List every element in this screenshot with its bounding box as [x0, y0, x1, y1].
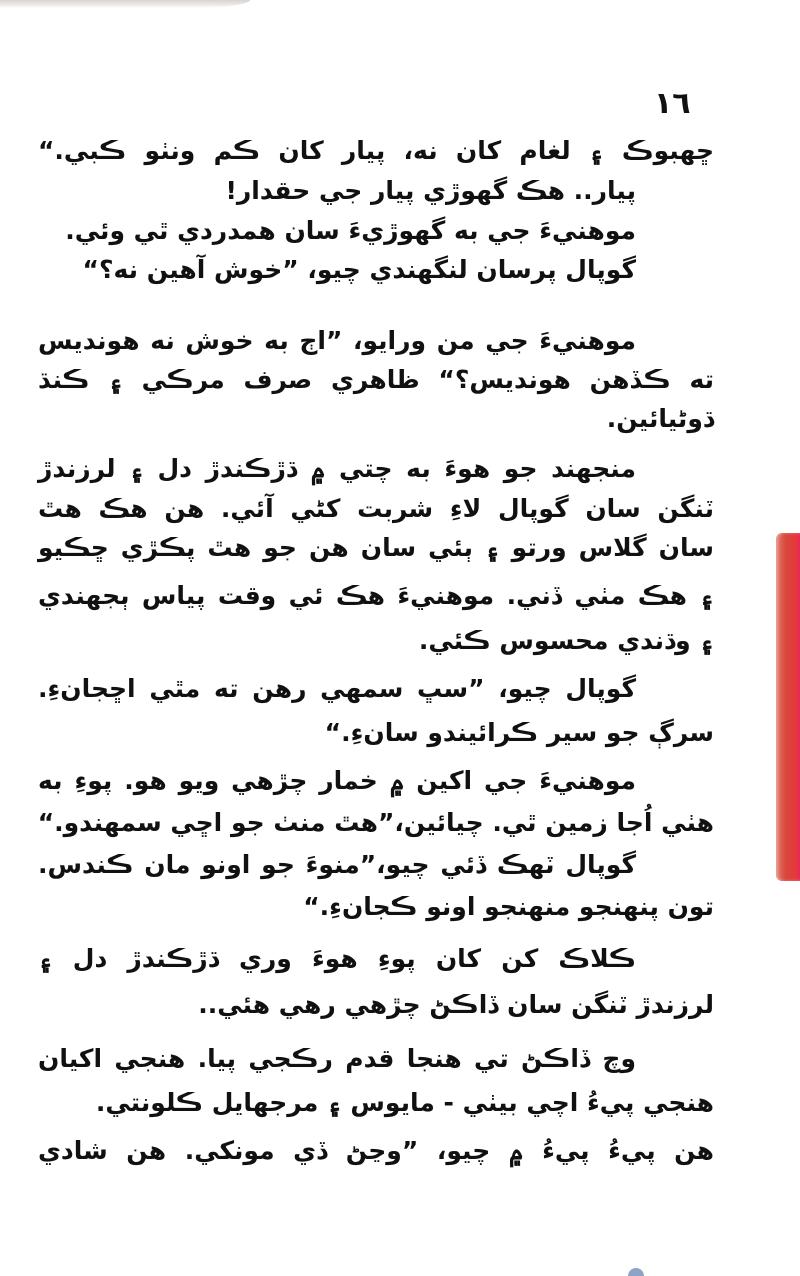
text-line-19: ڪلاڪ کن کان پوءِ هوءَ وري ڌڙڪندڙ دل ۽	[38, 944, 636, 973]
page-top-shadow	[0, 0, 250, 8]
colored-bookmark-edge	[776, 533, 800, 881]
text-line-20: لرزندڙ ٽنگن سان ڏاڪڻ چڙهي رهي هئي..	[198, 990, 714, 1019]
text-line-16: هٺي اُجا زمين ٿي. چيائين،”هٿ منٺ جو اڇي سمهندو.“	[37, 808, 714, 837]
text-line-3: موهنيءَ جي به گهوڙيءَ سان همدردي ٿي وئي.	[65, 216, 636, 245]
bottom-edge-mark	[628, 1268, 644, 1276]
text-line-2: پيار.. هڪ گهوڙي پيار جي حقدار!	[225, 176, 636, 205]
text-line-11: ۽ هڪ مٺي ڏني. موهنيءَ هڪ ئي وقت پياس ٻجهندي	[38, 581, 714, 610]
text-line-7: ڌوڻيائين.	[606, 404, 714, 433]
text-line-18: تون پنهنجو منهنجو اونو ڪجانءِ.“	[303, 892, 714, 921]
text-line-17: گوپال ٽهڪ ڏئي چيو،”منوءَ جو اونو مان ڪندس.	[38, 850, 636, 879]
text-line-22: هنجي پيءُ اچي بيٺي - مايوس ۽ مرجهايل ڪلونتي.	[95, 1088, 714, 1117]
text-line-4: گوپال پرسان لنگهندي چيو، ”خوش آهين نه؟“	[82, 255, 636, 284]
text-line-23: هن پيءُ پيءُ ۾ چيو، ”وڃڻ ڏي مونکي. هن شادي	[38, 1136, 714, 1165]
text-line-14: سرڳ جو سير ڪرائيندو سانءِ.“	[324, 718, 714, 747]
text-line-5: موهنيءَ جي من ورايو، ”اڄ به خوش نه هونديس	[38, 326, 636, 355]
text-line-9: ٽنگن سان گوپال لاءِ شربت کڻي آئي. هن هڪ هٿ	[38, 494, 714, 523]
text-line-13: گوپال چيو، ”سڀ سمهي رهن ته مٿي اڇجانءِ.	[38, 674, 636, 703]
page-number: ١٦	[654, 86, 691, 121]
text-line-21: وچ ڏاڪڻ تي هنجا قدم رڪجي پيا. هنجي اکيان	[38, 1044, 636, 1073]
text-line-12: ۽ وڌندي محسوس ڪئي.	[418, 626, 714, 655]
text-line-1: ڇهبوڪ ۽ لغام کان نه، پيار کان ڪم ونٺو ڪبي.“	[38, 136, 714, 165]
text-line-6: ته ڪڏهن هونديس؟“ ظاهري صرف مرڪي ۽ ڪنڌ	[38, 365, 714, 394]
text-line-10: سان گلاس ورتو ۽ ٻئي سان هن جو هٿ پڪڙي ڇڪيو	[38, 533, 714, 562]
text-line-8: منجهند جو هوءَ به چتي ۾ ڌڙڪندڙ دل ۽ لرزندڙ	[38, 454, 636, 483]
text-line-15: موهنيءَ جي اکين ۾ خمار چڙهي ويو هو. پوءِ به	[38, 766, 636, 795]
